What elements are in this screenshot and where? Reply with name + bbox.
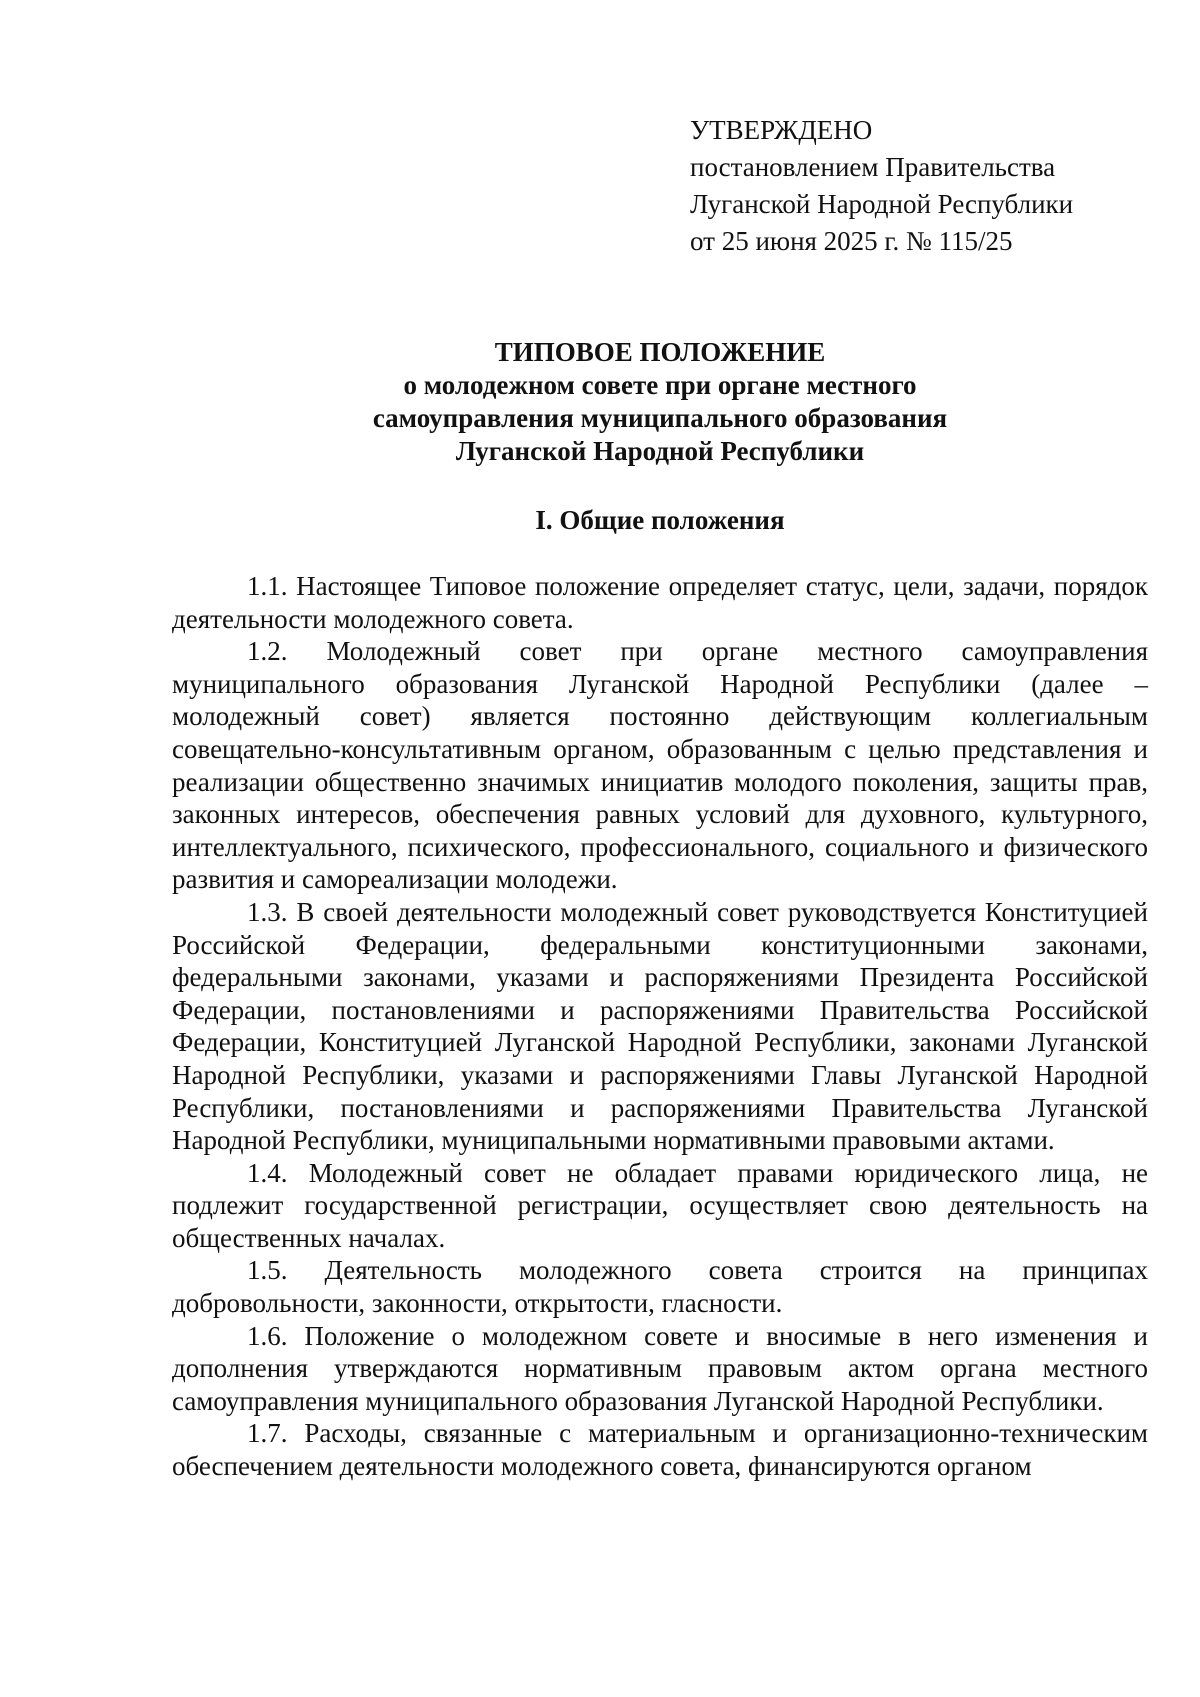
document-title [170,336,1150,468]
approval-line-approved: УТВЕРЖДЕНО [690,115,873,145]
paragraph-1-1: 1.1. Настоящее Типовое положение определяет статус, цели, задачи, порядок деятельности молодежного совета. [172,571,1148,634]
section-heading: I. Общие положения [535,505,785,535]
title-line-1: ТИПОВОЕ ПОЛОЖЕНИЕ [494,337,826,367]
paragraph-1-7: 1.7. Расходы, связанные с материальным и организационно-техническим обеспечением деятельности молодежного совета, финансируются органом [172,1418,1148,1482]
paragraph-1-3: 1.3. В своей деятельности молодежный совет руководствуется Конституцией Российской Федерации, федеральными конституционными законами, федеральными законами, указами и распоряжениями Президента Российской Федерации, постановлениями и распоряжениями Правительства Российской Федерации, Конституцией Луганской Народной Республики, законами Луганской Народной Республики, указами и распоряжениями Главы Луганской Народной Республики, постановлениями и распоряжениями Правительства Луганской Народной Республики, муниципальными нормативными правовыми актами. [172,896,1148,1156]
paragraph-1-2: 1.2. Молодежный совет при органе местного самоуправления муниципального образования Луганской Народной Республики (далее – молодежный совет) является постоянно действующим коллегиальным совещательно-консультативным органом, образованным с целью представления и реализации общественно значимых инициатив молодого поколения, защиты прав, законных интересов, обеспечения равных условий для духовного, культурного, интеллектуального, психического, профессионального, социального и физического развития и самореализации молодежи. [172,636,1148,895]
approval-stamp-block [690,112,1160,260]
approval-line-resolution: постановлением Правительства [690,152,1056,182]
paragraph-1-5: 1.5. Деятельность молодежного совета строится на принципах добровольности, законности, открытости, гласности. [172,1255,1148,1319]
paragraph-1-6: 1.6. Положение о молодежном совете и вносимые в него изменения и дополнения утверждаются нормативным правовым актом органа местного самоуправления муниципального образования Луганской Народной Республики. [172,1320,1148,1416]
title-line-3: самоуправления муниципального образования [372,403,948,433]
approval-line-government: Луганской Народной Республики [690,189,1074,219]
paragraph-1-4: 1.4. Молодежный совет не обладает правами юридического лица, не подлежит государственной регистрации, осуществляет свою деятельность на общественных началах. [172,1157,1148,1253]
approval-line-date-number: от 25 июня 2025 г. № 115/25 [690,226,1013,256]
section-body [172,570,1148,1483]
title-line-2: о молодежном совете при органе местного [403,370,917,400]
title-line-4: Луганской Народной Республики [455,436,865,466]
